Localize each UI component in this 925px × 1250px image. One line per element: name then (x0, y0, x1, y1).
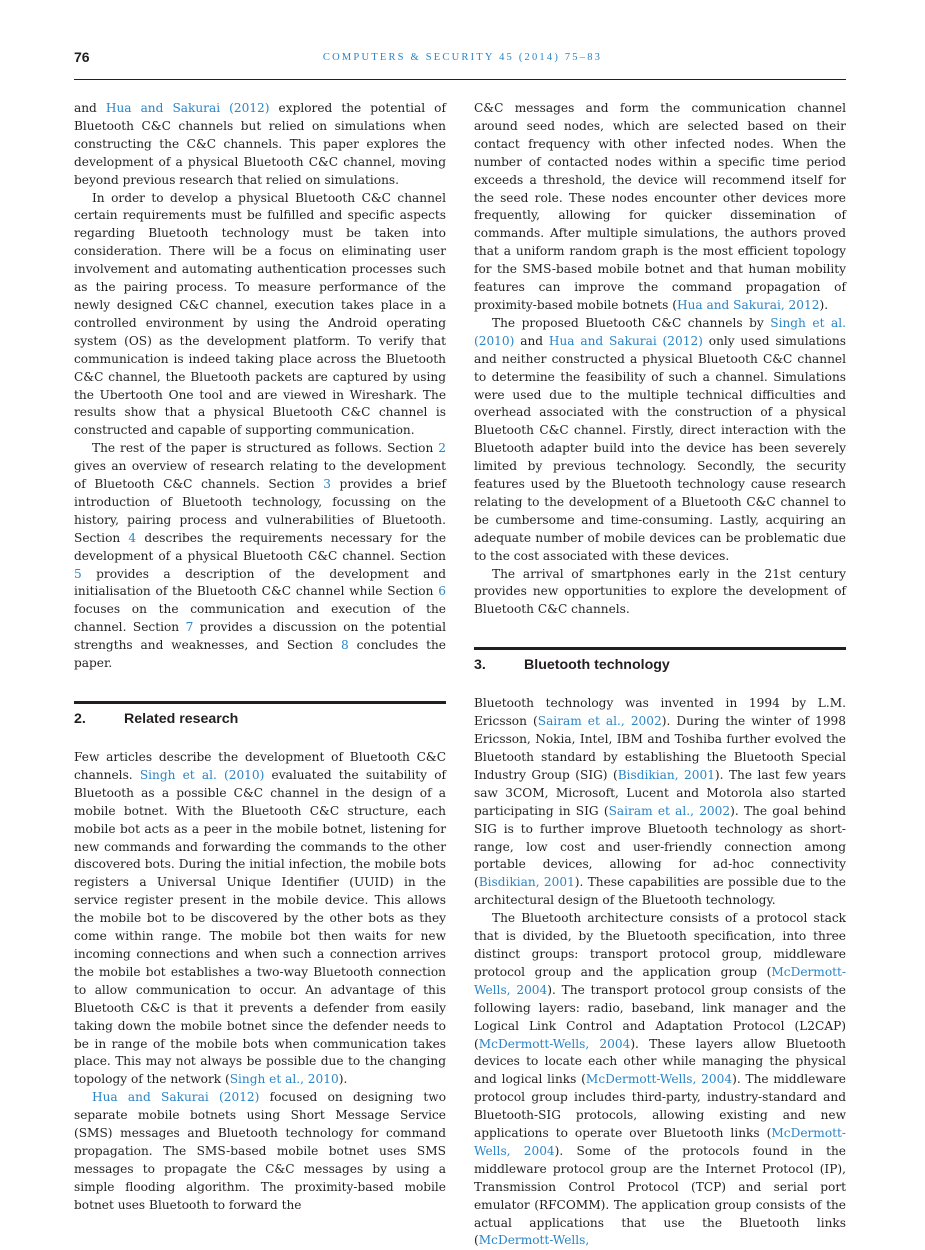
text-run: ). (819, 297, 829, 312)
section-title: Related research (124, 711, 239, 727)
citation-link[interactable]: 7 (185, 620, 194, 635)
section-number: 3. (474, 657, 486, 674)
text-run: ). During the winter of 1998 Ericsson, Nokia, Intel, IBM and Toshiba further evolved the Bluetooth standard by establishing the Bluetooth Special Industry Group (SIG) ( (474, 714, 847, 782)
citation-link[interactable]: McDermott-Wells, 2004 (585, 1072, 733, 1087)
text-run: concludes the paper. (74, 638, 446, 671)
text-run: explored the potential of Bluetooth C&C channels but relied on simulations when constructing the C&C channels. This paper explores the development of a physical Bluetooth C&C channel, moving beyond previous research that relied on simulations. (74, 101, 446, 187)
paragraph (74, 190, 446, 441)
paragraph (474, 910, 846, 1250)
section-heading (474, 647, 846, 675)
text-run: The arrival of smartphones early in the 21st century provides new opportunities to explore the development of Bluetooth C&C channels. (474, 566, 846, 617)
text-run: C&C messages and form the communication channel around seed nodes, which are selected based on their contact frequency with other infected nodes. When the number of contacted nodes within a specific time period exceeds a threshold, the device will recommend itself for the seed role. These nodes encounter other devices more frequently, allowing for quicker dissemination of commands. After multiple simulations, the authors proved that a uniform random graph is the most efficient topology for the SMS-based mobile botnet and that human mobility features can improve the command propagation of proximity-based mobile botnets ( (474, 101, 846, 312)
paragraph (474, 695, 846, 910)
citation-link[interactable]: Sairam et al., 2002 (537, 714, 662, 729)
paragraph (74, 100, 446, 190)
paragraph (474, 100, 846, 315)
citation-link[interactable]: 8 (340, 638, 349, 653)
citation-link[interactable]: 5 (74, 566, 82, 581)
text-run: ). Some of the protocols found in the middleware protocol group are the Internet Protocol (IP), Transmission Control Protocol (TCP) and serial port emulator (RFCOMM). The application group consists of the actual applications that use the Bluetooth links ( (474, 1143, 846, 1248)
section-title: Bluetooth technology (524, 657, 670, 674)
text-run: provides a discussion on the potential strengths and weaknesses, and Section (74, 620, 446, 653)
text-run: Few articles describe the development of Bluetooth C&C channels. (74, 750, 446, 782)
text-run: ). These layers allow Bluetooth devices to locate each other while managing the physical and logical links ( (474, 1036, 846, 1087)
citation-link[interactable]: Singh et al. (2010) (139, 767, 265, 782)
page-number: 76 (74, 49, 90, 65)
left-column (74, 100, 446, 1215)
citation-link[interactable]: Singh et al., 2010 (229, 1072, 339, 1087)
citation-link[interactable]: Hua and Sakurai, 2012 (676, 297, 820, 312)
text-run: ). The last few years saw 3COM, Microsoft, Lucent and Motorola also started participating in SIG ( (474, 767, 846, 818)
citation-link[interactable]: McDermott-Wells, 2004 (474, 1126, 846, 1158)
citation-link[interactable]: Hua and Sakurai (2012) (92, 1090, 260, 1105)
text-run: ). The transport protocol group consists of the following layers: radio, baseband, link manager and the Logical Link Control and Adaptation Protocol (L2CAP) ( (474, 982, 846, 1051)
text-run: and (74, 101, 106, 115)
citation-link[interactable]: 3 (323, 477, 331, 492)
text-run: The rest of the paper is structured as follows. Section (92, 441, 439, 456)
text-run: focuses on the communication and execution of the channel. Section (74, 602, 446, 635)
paragraph (474, 566, 846, 620)
paragraph (74, 440, 446, 673)
citation-link[interactable]: Bisdikian, 2001 (617, 767, 715, 782)
text-run: The proposed Bluetooth C&C channels by (492, 315, 771, 330)
text-run: focused on designing two separate mobile botnets using Short Message Service (SMS) messages and Bluetooth technology for command propagation. The SMS-based mobile botnet uses SMS messages to propagate the C&C messages by using a simple flooding algorithm. The proximity-based mobile botnet uses Bluetooth to forward the (74, 1090, 447, 1212)
right-column (474, 100, 846, 1250)
text-run: In order to develop a physical Bluetooth C&C channel certain requirements must be fulfilled and specific aspects regarding Bluetooth technology must be taken into consideration. There will be a focus on eliminating user involvement and automating authentication processes such as the pairing process. To measure performance of the newly designed C&C channel, execution takes place in a controlled environment by using the Android operating system (OS) as the development platform. To verify that communication is indeed taking place across the Bluetooth C&C channel, the Bluetooth packets are captured by using the Ubertooth One tool and are viewed in Wireshark. The results show that a physical Bluetooth C&C channel is constructed and capable of supporting communication. (74, 190, 446, 438)
paragraph (74, 749, 446, 1089)
citation-link[interactable]: Hua and Sakurai (2012) (548, 333, 703, 348)
text-run: ). These capabilities are possible due to the architectural design of the Bluetooth technology. (474, 875, 846, 908)
text-run: gives an overview of research relating to the development of Bluetooth C&C channels. Section (74, 459, 446, 492)
citation-link[interactable]: 4 (128, 530, 137, 545)
citation-link[interactable]: Bisdikian, 2001 (478, 875, 575, 890)
citation-link[interactable]: McDermott-Wells, 2004 (478, 1036, 631, 1051)
citation-link[interactable]: McDermott-Wells, (478, 1233, 590, 1248)
section-number: 2. (74, 711, 86, 727)
text-run: evaluated the suitability of Bluetooth as a possible C&C channel in the design of a mobile botnet. With the Bluetooth C&C structure, each mobile bot acts as a peer in the mobile botnet, listening for new commands and forwarding the commands to the other discovered bots. During the initial infection, the mobile bots registers a Universal Unique Identifier (UUID) in the service register present in the mobile device. This allows the mobile bot to be discovered by the other bots as they come within range. The mobile bot then waits for new incoming connections and when such a connection arrives the mobile bot establishes a two-way Bluetooth connection to allow communication to occur. An advantage of this Bluetooth C&C is that it prevents a defender from easily taking down the mobile botnet since the defender needs to be in range of the mobile bots when communication takes place. This may not always be possible due to the changing topology of the network ( (74, 767, 447, 1087)
text-run: and (514, 333, 549, 348)
citation-link[interactable]: Sairam et al., 2002 (608, 803, 731, 818)
citation-link[interactable]: McDermott-Wells, 2004 (474, 964, 846, 997)
citation-link[interactable]: 6 (438, 584, 446, 599)
text-run: provides a description of the development and initialisation of the Bluetooth C&C channel while Section (74, 566, 446, 599)
citation-link[interactable]: Singh et al. (2010) (474, 315, 846, 348)
paragraph (74, 1089, 446, 1214)
text-run: provides a brief introduction of Bluetooth technology, focussing on the history, pairing process and vulnerabilities of Bluetooth. Section (74, 477, 446, 545)
citation-link[interactable]: 2 (438, 441, 446, 456)
citation-link[interactable]: Hua and Sakurai (2012) (105, 101, 270, 115)
paragraph (474, 315, 846, 566)
section-heading (74, 701, 446, 729)
text-run: ). The middleware protocol group includes third-party, industry-standard and Bluetooth-SIG protocols, allowing existing and new applications to operate over Bluetooth links ( (474, 1072, 846, 1141)
header-rule (74, 79, 846, 80)
running-head: COMPUTERS & SECURITY 45 (2014) 75–83 (322, 52, 603, 63)
text-run: describes the requirements necessary for the development of a physical Bluetooth C&C channel. Section (74, 530, 447, 563)
text-run: ). The goal behind SIG is to further improve Bluetooth technology as short-range, low cost and user-friendly connection among portable devices, allowing for ad-hoc connectivity ( (474, 803, 846, 890)
text-run: Bluetooth technology was invented in 1994 by L.M. Ericsson ( (474, 696, 846, 729)
text-run: The Bluetooth architecture consists of a protocol stack that is divided, by the Bluetooth specification, into three distinct groups: transport protocol group, middleware protocol group and the application group ( (474, 911, 846, 979)
text-run: only used simulations and neither constructed a physical Bluetooth C&C channel to determine the feasibility of such a channel. Simulations were used due to the multiple technical difficulties and overhead associated with the construction of a physical Bluetooth C&C channel. Firstly, direct interaction with the Bluetooth adapter build into the device has been severely limited by previous technology. Secondly, the security features used by the Bluetooth technology cause research relating to the development of a Bluetooth C&C channel to be cumbersome and time-consuming. Lastly, acquiring an adequate number of mobile devices can be problematic due to the cost associated with these devices. (474, 333, 847, 563)
text-run: ). (338, 1072, 348, 1087)
